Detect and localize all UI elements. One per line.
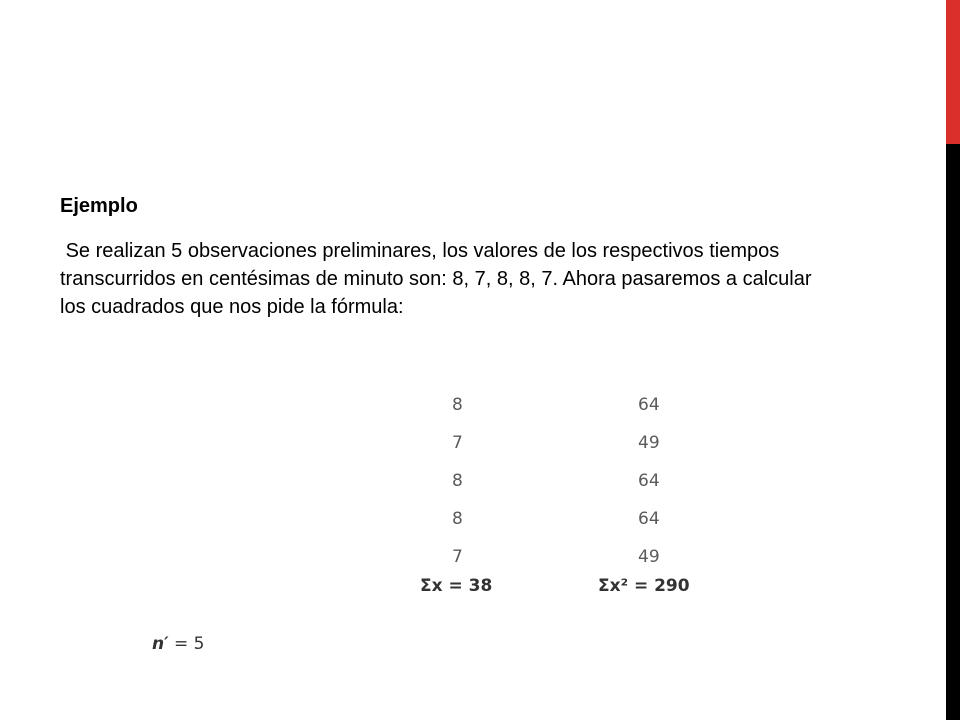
value-x: 7 [452,547,463,567]
value-x: 8 [452,471,463,491]
value-x-squared: 49 [638,433,660,453]
value-x-squared: 64 [638,395,660,415]
value-x: 8 [452,509,463,529]
n-prime-value: = 5 [168,634,205,654]
squares-table [420,388,740,612]
accent-bar-black [946,144,960,720]
value-x-squared: 49 [638,547,660,567]
n-prime-symbol: n′ [152,634,169,654]
table-row [420,502,740,540]
sum-row [420,578,740,612]
table-row [420,540,740,578]
value-x-squared: 64 [638,471,660,491]
value-x: 7 [452,433,463,453]
value-x-squared: 64 [638,509,660,529]
table-row [420,464,740,502]
sum-x-squared: Σx² = 290 [598,576,690,596]
table-row [420,426,740,464]
value-x: 8 [452,395,463,415]
slide-paragraph: Se realizan 5 observaciones preliminares, los valores de los respectivos tiempos transcurridos en centésimas de minuto son: 8, 7, 8, 8, 7. Ahora pasaremos a calcular los cuadrados que nos pide la fórmula: [60,240,818,318]
accent-bar-red [946,0,960,144]
sum-x: Σx = 38 [420,576,493,596]
slide-heading: Ejemplo [60,195,138,217]
table-row [420,388,740,426]
n-prime-formula [152,634,204,654]
